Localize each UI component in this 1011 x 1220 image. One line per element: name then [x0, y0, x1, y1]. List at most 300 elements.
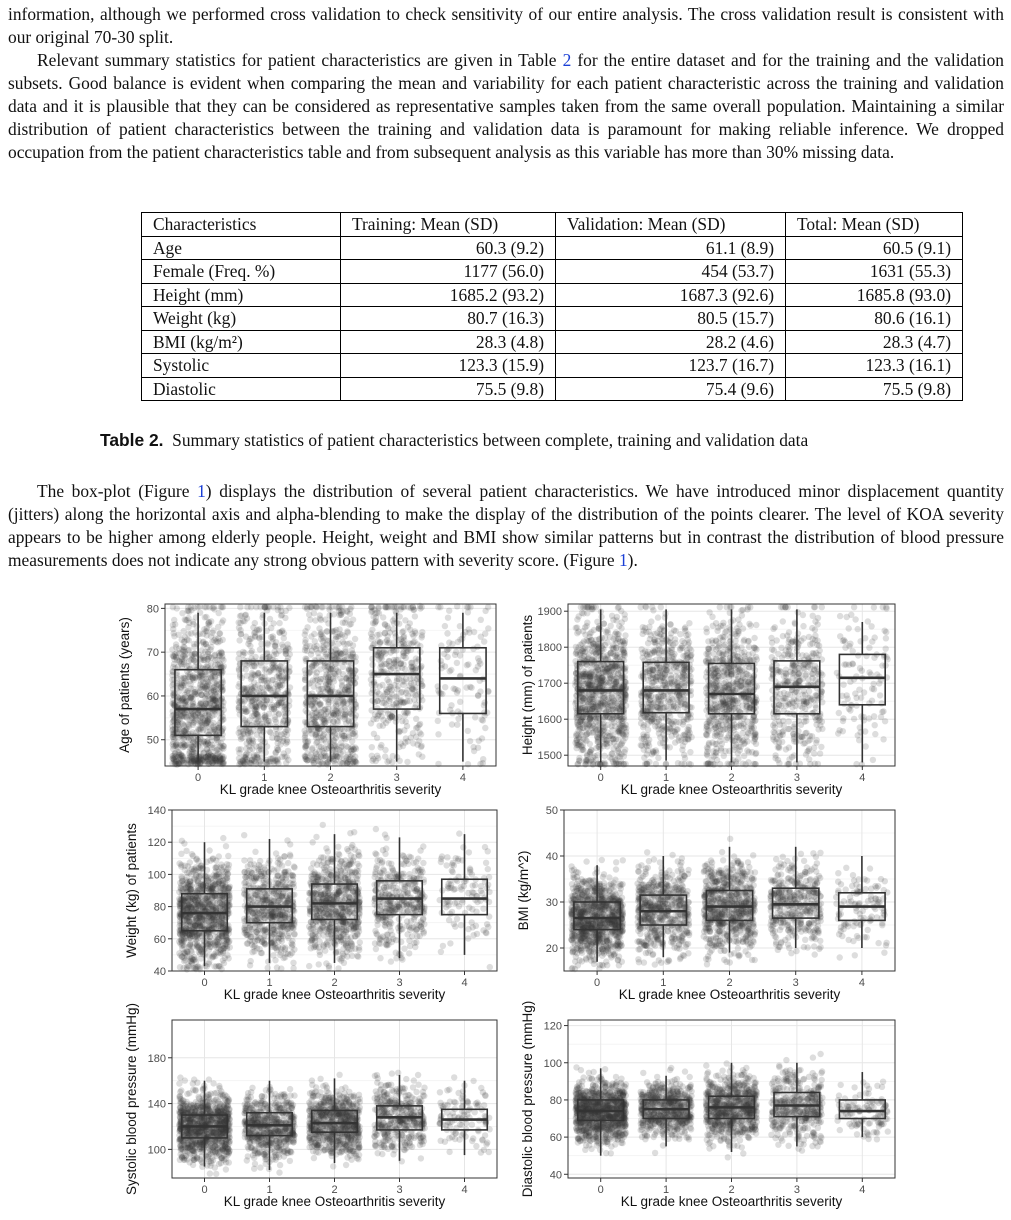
data-point	[317, 759, 323, 765]
data-point	[171, 630, 177, 636]
data-point	[243, 724, 249, 730]
data-point	[608, 650, 614, 656]
data-point	[681, 640, 687, 646]
data-point	[711, 761, 717, 767]
data-point	[675, 760, 681, 766]
data-point	[475, 745, 481, 751]
data-point	[673, 719, 679, 725]
data-point	[650, 666, 656, 672]
data-point	[276, 700, 282, 706]
data-point	[731, 705, 737, 711]
data-point	[243, 666, 249, 672]
data-point	[171, 654, 177, 660]
data-point	[309, 746, 315, 752]
data-point	[375, 698, 381, 704]
data-point	[387, 683, 393, 689]
data-point	[215, 739, 221, 745]
data-point	[346, 667, 352, 673]
data-point	[389, 713, 395, 719]
data-point	[576, 742, 582, 748]
data-point	[725, 681, 731, 687]
data-point	[645, 677, 651, 683]
data-point	[746, 749, 752, 755]
data-point	[199, 676, 205, 682]
data-point	[618, 625, 624, 631]
data-point	[368, 604, 374, 610]
data-point	[745, 680, 751, 686]
data-point	[649, 704, 655, 710]
data-point	[666, 648, 672, 654]
data-point	[318, 617, 324, 623]
paragraph-1	[8, 3, 1004, 49]
data-point	[318, 676, 324, 682]
data-point	[392, 604, 398, 610]
data-point	[348, 748, 354, 754]
data-point	[724, 604, 730, 610]
data-point	[319, 748, 325, 754]
table-row	[142, 236, 963, 260]
data-point	[174, 744, 180, 750]
data-point	[655, 614, 661, 620]
table-row	[142, 307, 963, 331]
data-point	[673, 628, 679, 634]
data-point	[267, 722, 273, 728]
data-point	[610, 617, 616, 623]
data-point	[607, 664, 613, 670]
data-point	[603, 712, 609, 718]
data-point	[399, 718, 405, 724]
data-point	[482, 725, 488, 731]
y-tick-label: 1600	[537, 714, 562, 727]
data-point	[621, 649, 627, 655]
table-cell: 454 (53.7)	[556, 260, 786, 284]
data-point	[262, 712, 268, 718]
data-point	[271, 706, 277, 712]
data-point	[182, 675, 188, 681]
x-tick-label: 4	[459, 772, 466, 784]
data-point	[202, 715, 208, 721]
data-point	[474, 644, 480, 650]
data-point	[243, 689, 249, 695]
data-point	[444, 630, 450, 636]
data-point	[438, 690, 444, 696]
table-header-cell: Total: Mean (SD)	[786, 213, 963, 237]
data-point	[186, 722, 192, 728]
data-point	[703, 726, 709, 732]
data-point	[744, 718, 750, 724]
data-point	[752, 736, 758, 742]
data-point	[169, 646, 175, 652]
data-point	[669, 662, 675, 668]
paragraph-2-text-b: for the entire dataset and for the training and the validation subsets. Good balance is evident when comparing the mean and variability for each patient characteristic across the training and validation data and it is plausible that they can be considered as representative samples taken from the same overall population. Maintaining a similar distribution of patient characteristics between the training and validation data is paramount for making reliable inference. We dropped occupation from the patient characteristics table and from subsequent analysis as this variable has more than 30% missing data.	[8, 50, 1004, 162]
data-point	[382, 630, 388, 636]
data-point	[212, 662, 218, 668]
data-point	[659, 640, 665, 646]
data-point	[388, 649, 394, 655]
table-cell: 80.5 (15.7)	[556, 307, 786, 331]
table-caption-label: Table 2.	[100, 430, 164, 450]
data-point	[738, 678, 744, 684]
data-point	[435, 718, 441, 724]
data-point	[238, 612, 244, 618]
data-point	[283, 740, 289, 746]
data-point	[453, 649, 459, 655]
table-cell: 28.3 (4.7)	[786, 330, 963, 354]
data-point	[612, 756, 618, 762]
data-point	[709, 614, 715, 620]
data-point	[324, 637, 330, 643]
data-point	[302, 628, 308, 634]
data-point	[349, 738, 355, 744]
data-point	[601, 753, 607, 759]
data-point	[276, 629, 282, 635]
data-point	[403, 690, 409, 696]
data-point	[735, 756, 741, 762]
data-point	[416, 751, 422, 757]
data-point	[584, 752, 590, 758]
data-point	[574, 647, 580, 653]
data-point	[682, 755, 688, 761]
figure-1-link[interactable]: 1	[197, 481, 206, 501]
data-point	[183, 617, 189, 623]
paragraph-3-text-a: The box-plot (Figure	[37, 481, 198, 501]
data-point	[393, 700, 399, 706]
data-point	[336, 713, 342, 719]
data-point	[321, 647, 327, 653]
data-point	[192, 674, 198, 680]
data-point	[593, 650, 599, 656]
data-point	[218, 649, 224, 655]
data-point	[638, 720, 644, 726]
data-point	[369, 744, 375, 750]
table-row	[142, 377, 963, 401]
table-cell: 28.3 (4.8)	[341, 330, 556, 354]
data-point	[341, 733, 347, 739]
data-point	[415, 680, 421, 686]
table-cell: 1631 (55.3)	[786, 260, 963, 284]
data-point	[322, 654, 328, 660]
data-point	[576, 757, 582, 763]
y-tick-label: 1800	[537, 642, 562, 655]
data-point	[720, 700, 726, 706]
data-point	[465, 661, 471, 667]
data-point	[334, 754, 340, 760]
data-point	[368, 631, 374, 637]
data-point	[350, 617, 356, 623]
data-point	[268, 634, 274, 640]
data-point	[259, 685, 265, 691]
data-point	[272, 716, 278, 722]
table-row	[142, 330, 963, 354]
data-point	[284, 732, 290, 738]
data-point	[576, 736, 582, 742]
data-point	[704, 700, 710, 706]
data-point	[249, 685, 255, 691]
data-point	[283, 760, 289, 766]
data-point	[584, 731, 590, 737]
data-point	[376, 690, 382, 696]
data-point	[732, 698, 738, 704]
data-point	[721, 634, 727, 640]
data-point	[741, 638, 747, 644]
data-point	[187, 748, 193, 754]
data-point	[254, 704, 260, 710]
data-point	[412, 613, 418, 619]
x-tick-label: 3	[393, 772, 400, 784]
data-point	[613, 679, 619, 685]
data-point	[203, 758, 209, 764]
data-point	[389, 759, 395, 765]
data-point	[340, 664, 346, 670]
paragraph-3-text-b: ) displays the distribution of several patient characteristics. We have introduced minor displacement quantity (jitters) along the horizontal axis and alpha-blending to make the display of the distribution of the points clearer. The level of KOA severity appears to be higher among elderly people. Height, weight and BMI show similar patterns but in contrast the distribution of blood pressure measurements does not indicate any strong obvious pattern with severity score. (Figure	[8, 481, 1004, 570]
data-point	[454, 660, 460, 666]
table-row	[142, 283, 963, 307]
data-point	[344, 609, 350, 615]
data-point	[244, 604, 250, 610]
data-point	[341, 641, 347, 647]
data-point	[803, 714, 809, 720]
data-point	[331, 738, 337, 744]
data-point	[286, 605, 292, 611]
table-row-label: Diastolic	[142, 377, 341, 401]
data-point	[171, 617, 177, 623]
data-point	[352, 667, 358, 673]
data-point	[573, 715, 579, 721]
table-2-link[interactable]: 2	[562, 50, 572, 70]
data-point	[202, 614, 208, 620]
data-point	[679, 701, 685, 707]
data-point	[352, 636, 358, 642]
data-point	[457, 699, 463, 705]
data-point	[285, 645, 291, 651]
data-point	[396, 676, 402, 682]
data-point	[320, 604, 326, 610]
data-point	[705, 638, 711, 644]
data-point	[395, 657, 401, 663]
data-point	[174, 605, 180, 611]
data-point	[593, 641, 599, 647]
paragraph-3	[8, 480, 1004, 572]
data-point	[661, 695, 667, 701]
data-point	[197, 720, 203, 726]
data-point	[268, 625, 274, 631]
data-point	[217, 638, 223, 644]
data-point	[750, 719, 756, 725]
data-point	[237, 733, 243, 739]
data-point	[400, 700, 406, 706]
data-point	[263, 665, 269, 671]
data-point	[401, 727, 407, 733]
data-point	[720, 620, 726, 626]
data-point	[302, 734, 308, 740]
data-point	[642, 625, 648, 631]
data-point	[210, 627, 216, 633]
data-point	[323, 739, 329, 745]
table-cell: 123.3 (15.9)	[341, 354, 556, 378]
data-point	[658, 604, 664, 610]
data-point	[212, 757, 218, 763]
data-point	[265, 641, 271, 647]
data-point	[583, 757, 589, 763]
data-point	[376, 631, 382, 637]
paragraph-2	[8, 49, 1004, 164]
data-point	[176, 752, 182, 758]
data-point	[597, 700, 603, 706]
data-point	[445, 615, 451, 621]
table-header-cell: Validation: Mean (SD)	[556, 213, 786, 237]
data-point	[750, 657, 756, 663]
data-point	[649, 650, 655, 656]
data-point	[236, 637, 242, 643]
data-point	[688, 652, 694, 658]
data-point	[191, 605, 197, 611]
data-point	[199, 647, 205, 653]
data-point	[351, 731, 357, 737]
table-row-label: Height (mm)	[142, 283, 341, 307]
data-point	[368, 720, 374, 726]
data-point	[369, 758, 375, 764]
data-point	[586, 722, 592, 728]
data-point	[252, 654, 258, 660]
data-point	[182, 634, 188, 640]
data-point	[580, 714, 586, 720]
data-point	[746, 705, 752, 711]
table-header-row	[142, 213, 963, 237]
table-row	[142, 260, 963, 284]
data-point	[727, 638, 733, 644]
figure-1-link-2[interactable]: 1	[618, 550, 628, 570]
data-point	[465, 728, 471, 734]
data-point	[664, 726, 670, 732]
data-point	[593, 604, 599, 610]
data-point	[309, 604, 315, 610]
data-point	[713, 746, 719, 752]
data-point	[376, 650, 382, 656]
data-point	[336, 633, 342, 639]
data-point	[724, 712, 730, 718]
data-point	[613, 637, 619, 643]
table-cell: 1177 (56.0)	[341, 260, 556, 284]
data-point	[435, 731, 441, 737]
data-point	[204, 686, 210, 692]
data-point	[380, 717, 386, 723]
data-point	[478, 617, 484, 623]
data-point	[715, 624, 721, 630]
data-point	[303, 699, 309, 705]
data-point	[748, 622, 754, 628]
data-point	[448, 702, 454, 708]
table-row-label: Systolic	[142, 354, 341, 378]
data-point	[390, 617, 396, 623]
data-point	[276, 620, 282, 626]
data-point	[733, 724, 739, 730]
data-point	[605, 696, 611, 702]
table-caption-text: Summary statistics of patient characteristics between complete, training and validation data	[172, 430, 809, 450]
data-point	[602, 635, 608, 641]
data-point	[745, 672, 751, 678]
table-cell: 75.5 (9.8)	[786, 377, 963, 401]
data-point	[182, 649, 188, 655]
data-point	[419, 604, 425, 610]
data-point	[454, 722, 460, 728]
data-point	[739, 703, 745, 709]
data-point	[812, 604, 818, 610]
table-cell: 28.2 (4.6)	[556, 330, 786, 354]
data-point	[267, 616, 273, 622]
data-point	[199, 670, 205, 676]
data-point	[325, 701, 331, 707]
data-point	[209, 737, 215, 743]
data-point	[306, 611, 312, 617]
data-point	[409, 690, 415, 696]
x-tick-label: 2	[327, 772, 334, 784]
data-point	[285, 748, 291, 754]
data-point	[237, 620, 243, 626]
data-point	[733, 672, 739, 678]
data-point	[798, 722, 804, 728]
data-point	[582, 671, 588, 677]
table-cell: 60.3 (9.2)	[341, 236, 556, 260]
data-point	[580, 695, 586, 701]
data-point	[418, 744, 424, 750]
data-point	[201, 604, 207, 610]
data-point	[622, 616, 628, 622]
data-point	[485, 625, 491, 631]
data-point	[340, 697, 346, 703]
data-point	[602, 732, 608, 738]
table-caption	[100, 430, 808, 451]
data-point	[746, 644, 752, 650]
data-point	[195, 726, 201, 732]
data-point	[197, 701, 203, 707]
data-point	[648, 618, 654, 624]
data-point	[269, 755, 275, 761]
data-point	[645, 727, 651, 733]
data-point	[269, 735, 275, 741]
data-point	[786, 744, 792, 750]
table-cell: 123.7 (16.7)	[556, 354, 786, 378]
y-tick-label: 60	[146, 690, 159, 703]
data-point	[450, 685, 456, 691]
data-point	[181, 659, 187, 665]
data-point	[191, 644, 197, 650]
y-axis-label: Age of patients (years)	[117, 617, 132, 753]
data-point	[413, 716, 419, 722]
data-point	[184, 608, 190, 614]
data-point	[449, 641, 455, 647]
data-point	[311, 760, 317, 766]
data-point	[184, 699, 190, 705]
data-point	[601, 677, 607, 683]
data-point	[419, 629, 425, 635]
data-point	[720, 687, 726, 693]
data-point	[374, 753, 380, 759]
data-point	[574, 616, 580, 622]
data-point	[191, 653, 197, 659]
data-point	[663, 667, 669, 673]
data-point	[687, 749, 693, 755]
data-point	[384, 637, 390, 643]
data-point	[263, 697, 269, 703]
data-point	[375, 713, 381, 719]
data-point	[610, 697, 616, 703]
data-point	[655, 755, 661, 761]
data-point	[255, 714, 261, 720]
table-cell: 80.6 (16.1)	[786, 307, 963, 331]
data-point	[407, 620, 413, 626]
data-point	[255, 670, 261, 676]
data-point	[715, 677, 721, 683]
